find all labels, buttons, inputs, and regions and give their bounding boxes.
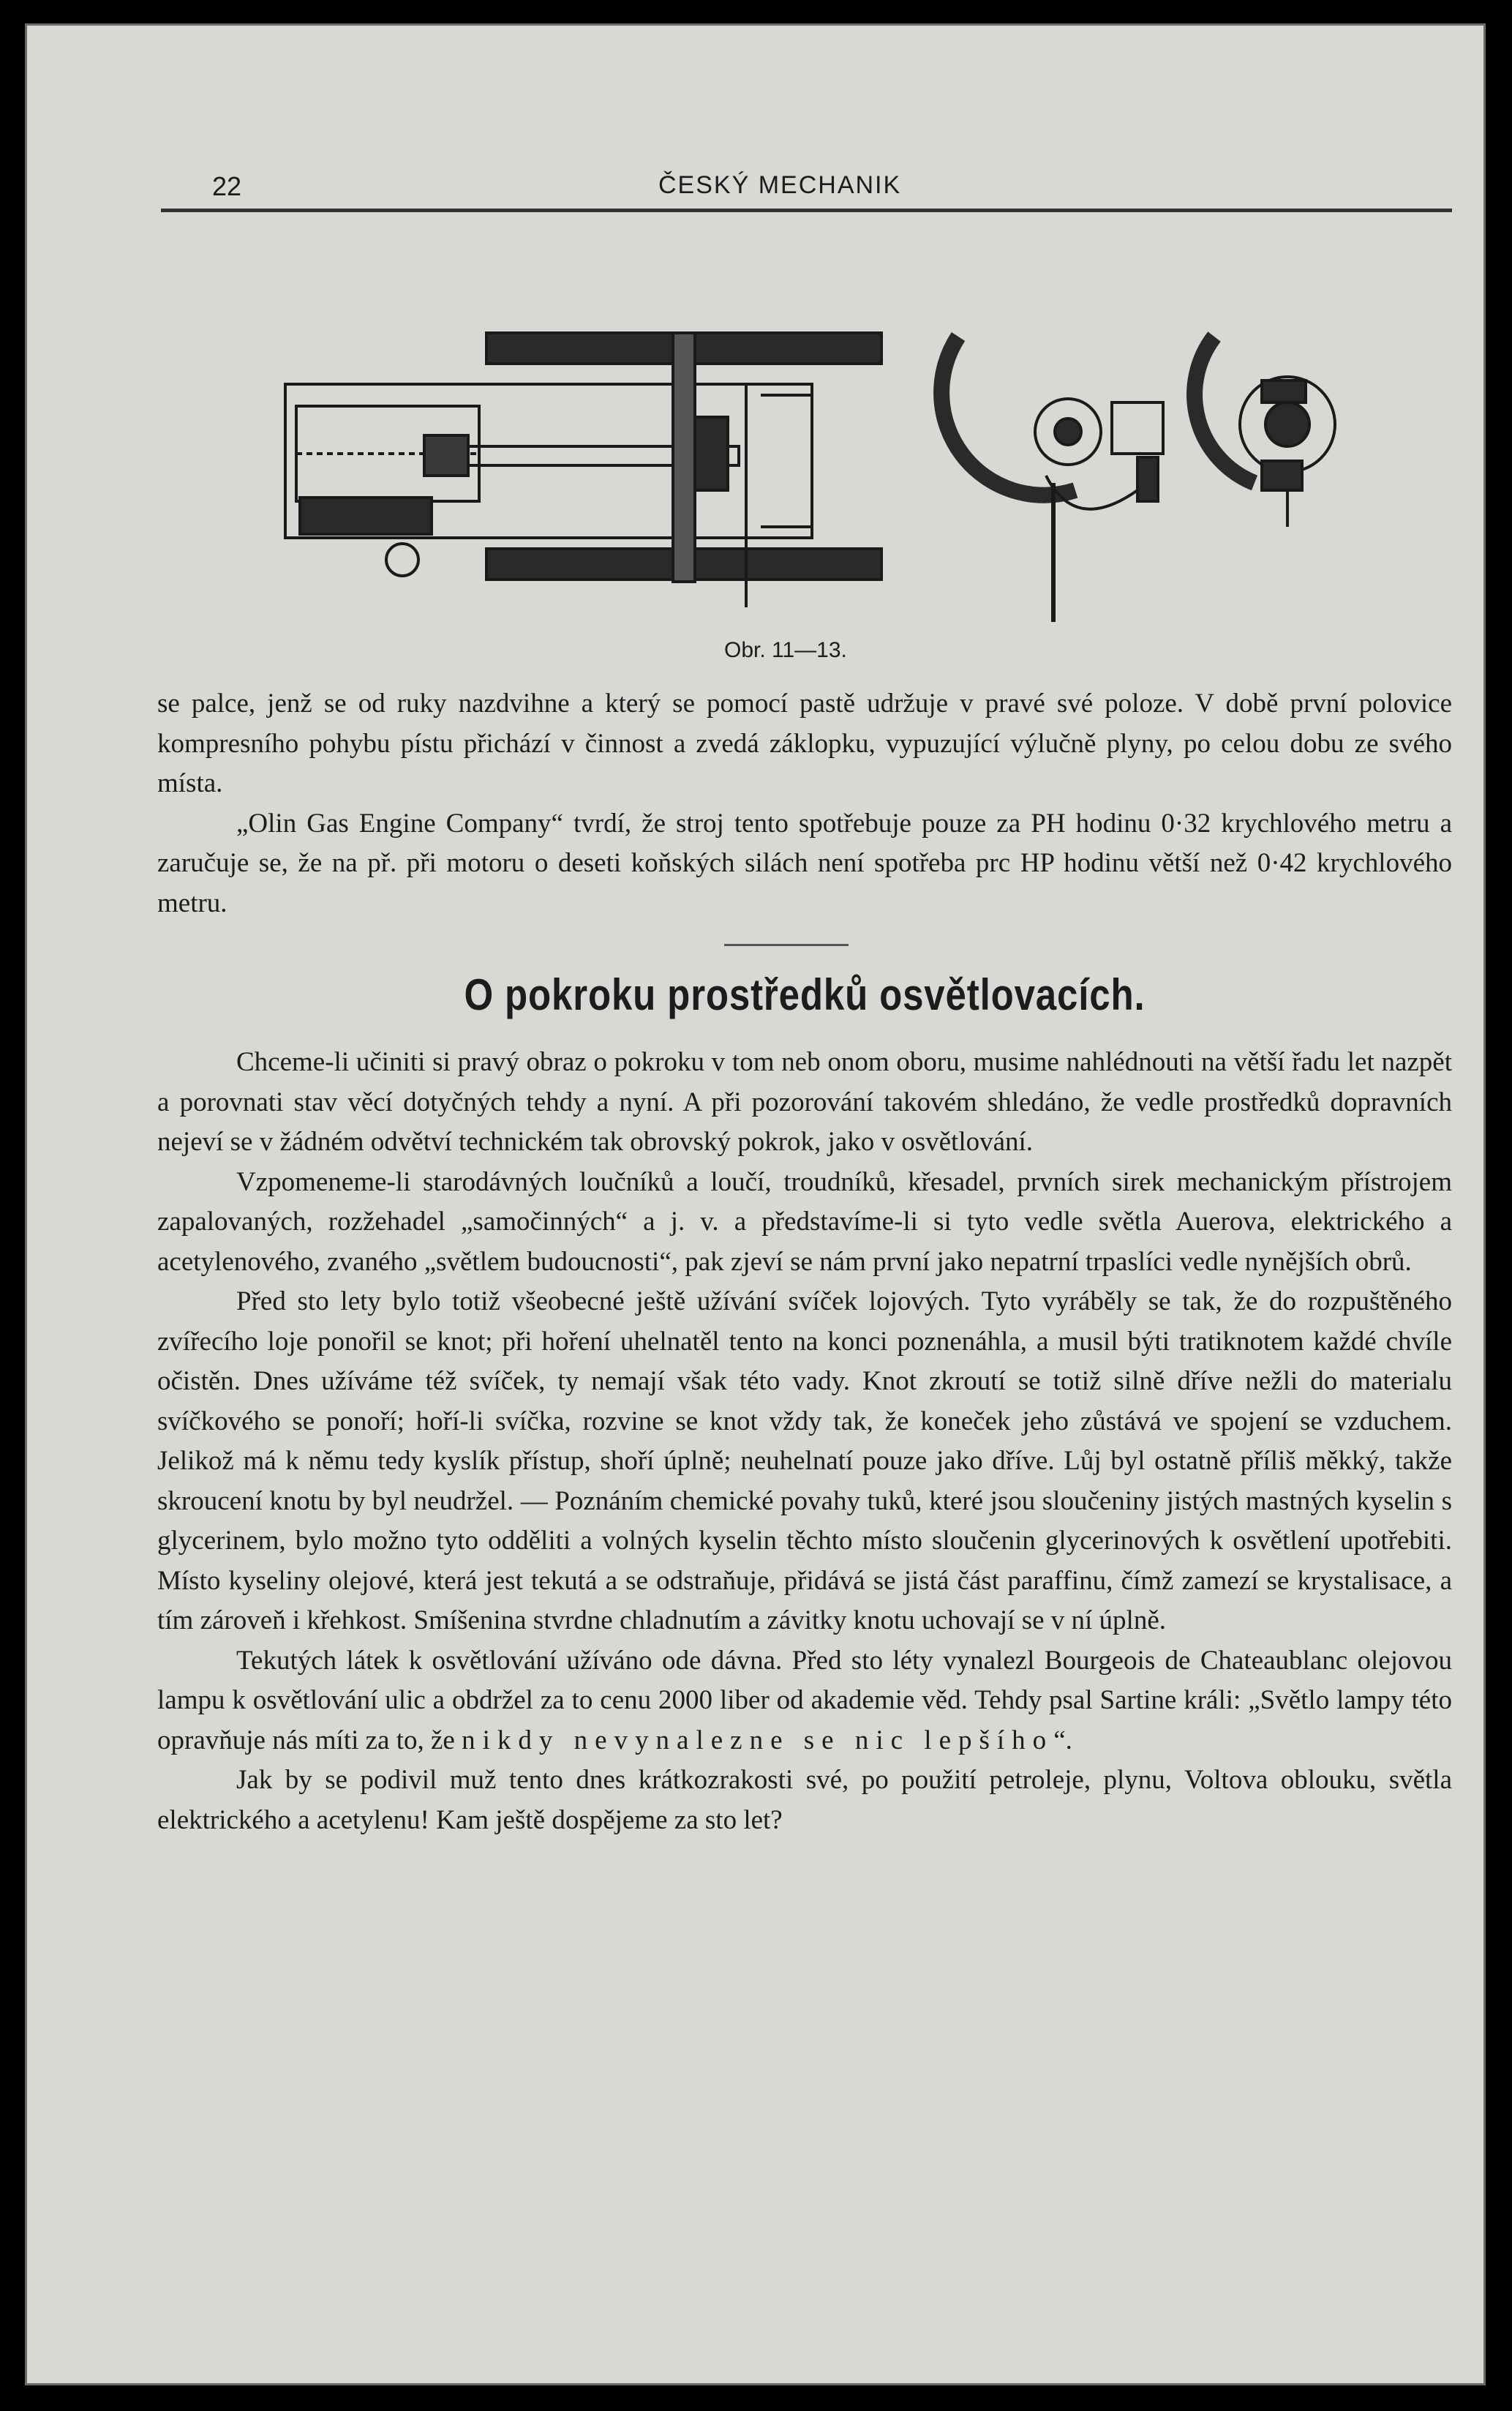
article-paragraph — [157, 1641, 1452, 1761]
flywheel-hub — [386, 544, 418, 576]
paragraph-text: Tekutých látek k osvětlování užíváno ode dávna. Před sto léty vynalezl Bourgeois de Chateaublanc olejovou lampu k osvětlování ulic a obdržel za to cenu 2000 liber od akademie věd. Tehdy psal Sartine králi: „Světlo lampy této opravňuje nás míti za to, že — [157, 1645, 1452, 1755]
article-body — [157, 1043, 1452, 1840]
engine-drawing — [278, 315, 1375, 629]
journal-title: ČESKÝ MECHANIK — [658, 171, 902, 199]
article-paragraph: Vzpomeneme-li starodávných loučníků a loučí, troudníků, křesadel, prvních sirek mechanickým přístrojem zapalovaných, rozžehadel „samočinných“ a j. v. a představíme-li si tyto vedle světla Auerova, elektrického a acetylenového, zvaného „světlem budoucnosti“, pak zjeví se nám první jako nepatrní trpaslíci vedle nynějších obrů. — [157, 1166, 1452, 1277]
piston — [424, 435, 468, 476]
intro-paragraph: se palce, jenž se od ruky nazdvihne a který se pomocí pastě udržuje v pravé své poloze. V době první polovice kompresního pohybu pístu přichází v činnost a zvedá záklopku, vypuzující výlučně plyny, po celou dobu ze svého místa. — [157, 689, 1452, 798]
section-separator — [724, 944, 849, 946]
intro-text — [157, 684, 1452, 923]
base-unit — [300, 498, 432, 534]
engine-figures — [278, 315, 1375, 629]
arc-guide-left — [941, 337, 1075, 495]
article-title: O pokroku prostředků osvětlovacích. — [464, 970, 1146, 1019]
page-number: 22 — [212, 171, 242, 201]
quote-end: “. — [1053, 1725, 1072, 1755]
article-paragraph: Jak by se podivil muž tento dnes krátkozrakosti své, po použití petroleje, plynu, Voltova oblouku, světla elektrického a acetylenu! Kam ještě dospějeme za sto let? — [157, 1765, 1452, 1835]
article-paragraph: Před sto lety bylo totiž všeobecné ještě užívání svíček lojových. Tyto vyráběly se tak, že do rozpuštěného zvířecího loje ponořil se knot; při hoření uhelnatěl tento na konci poznenáhla, a musil býti tratiknotem každé chvíle očistěn. Dnes užíváme též svíček, ty nemají však této vady. Knot zkroutí se totiž silně dříve nežli do materialu svíčkového se ponoří; hoří-li svíčka, rozvine se knot vždy tak, že koneček jeho zůstává ve spojení se vzduchem. Jelikož má k němu tedy kyslík přístup, shoří úplně; neuhelnatí pouze jako dříve. Lůj byl ostatně příliš měkký, takže skroucení knotu by byl neudržel. — Poznáním chemické povahy tuků, které jsou sloučeniny jistých mastných kyselin s glycerinem, bylo možno tyto odděliti a volných kyselin těchto místo sloučenin glycerinových k osvětlení upotřebiti. Místo kyseliny olejové, která jest tekutá a se odstraňuje, přidává se jistá část paraffinu, čímž zamezí se krystalisace, a tím zároveň i křehkost. Smíšenina stvrdne chladnutím a závitky knotu uchovají se v ní úplně. — [157, 1286, 1452, 1635]
arc-guide-right — [1195, 337, 1255, 483]
header-rule — [161, 209, 1452, 212]
quote-emphasis: nikdy nevynalezne se nic lepšího — [462, 1725, 1054, 1755]
intro-paragraph: „Olin Gas Engine Company“ tvrdí, že stroj tento spotřebuje pouze za PH hodinu 0·32 krychlového metru a zaručuje se, že na př. při motoru o deseti koňských silách není spotřeba prc HP hodinu větší než 0·42 krychlového metru. — [157, 808, 1452, 918]
valve-box — [1112, 402, 1163, 454]
figure-caption: Obr. 11—13. — [724, 638, 847, 662]
running-head — [190, 164, 1434, 208]
article-paragraph: Chceme-li učiniti si pravý obraz o pokroku v tom neb onom oboru, musime nahlédnouti na větší řadu let nazpět a porovnati stav věcí dotyčných tehdy a nyní. A při pozorování takovém shledáno, že vedle prostředků dopravních nejeví se v žádném odvětví technickém tak obrovský pokrok, jako v osvětlování. — [157, 1047, 1452, 1157]
flywheel-shaft — [673, 333, 695, 582]
